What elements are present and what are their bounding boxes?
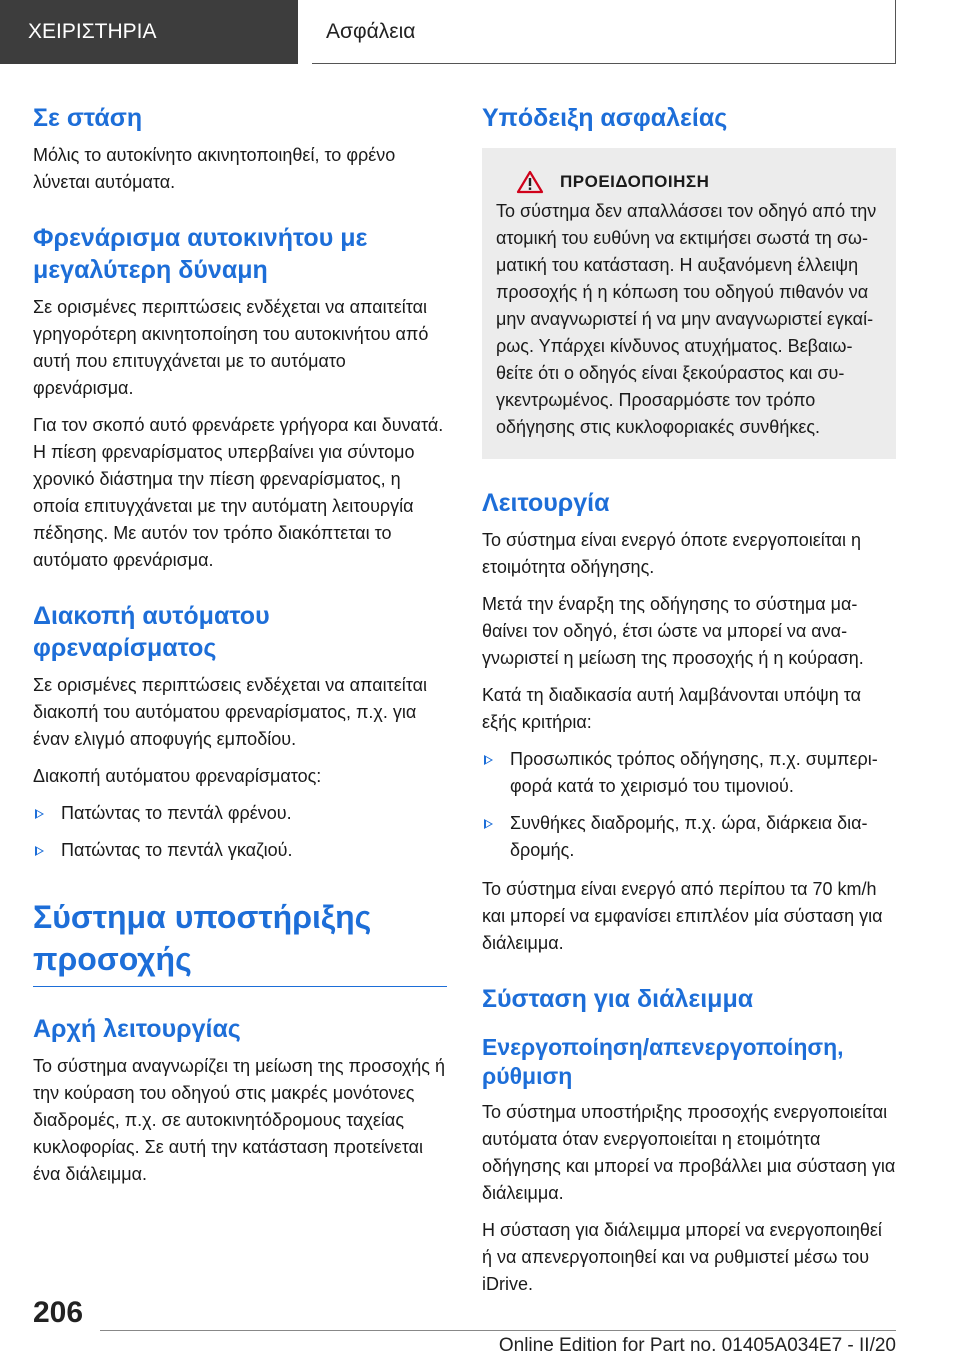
paragraph: Το σύστημα υποστήριξης προσοχής ενεργοποιείται αυτόματα όταν ενεργοποιείται η ετοιμότητα οδήγησης και μπορεί να προβάλλει μια σύσταση για διάλειμμα. [482, 1102, 896, 1203]
list-item: Πατώντας το πεντάλ γκαζιού. [33, 837, 447, 864]
heading-interrupt-braking: Διακοπή αυτόματου φρεναρίσματος [33, 602, 270, 662]
triangle-bullet-icon [484, 819, 493, 829]
paragraph: Σε ορισμένες περιπτώσεις ενδέχεται να απαιτείται διακοπή του αυτόματου φρεναρίσματος, π.χ. για έναν ελιγμό αποφυγής εμποδίου. [33, 675, 428, 749]
paragraph: Για τον σκοπό αυτό φρενάρετε γρήγορα και δυνατά. Η πίεση φρεναρίσματος υπερβαίνει για σύντομο χρονικό διάστημα την πίεση φρεναρίσματος, η οποία επιτυγχάνεται με την αυτόματη λειτουργία πέδησης. Με αυτόν τον τρόπο διακόπτεται το αυτόματο φρενάρισμα. [33, 415, 444, 570]
list-item: Συνθήκες διαδρομής, π.χ. ώρα, διάρκεια διαδρομής. [482, 810, 896, 864]
heading-safety-note: Υπόδειξη ασφαλείας [482, 104, 728, 132]
paragraph: Η σύσταση για διάλειμμα μπορεί να ενεργοποιηθεί ή να απενεργοποιηθεί και να ρυθμιστεί μέσω του iDrive. [482, 1220, 882, 1294]
triangle-bullet-icon [484, 755, 493, 765]
bullet-list [33, 800, 447, 864]
chapter-tab: ΧΕΙΡΙΣΤΗΡΙΑ [0, 0, 298, 64]
paragraph: Το σύστημα αναγνωρίζει τη μείωση της προσοχής ή την κούραση του οδηγού στις μακρές μονότονες διαδρομές, π.χ. σε αυτοκινητόδρομους ταχείας κυκλοφορίας. Σε αυτή την κατάσταση προτείνεται ένα διάλειμμα. [33, 1056, 445, 1184]
warning-title: ΠΡΟΕΙΔΟΠΟΙΗΣΗ [560, 172, 710, 191]
warning-triangle-icon [516, 170, 544, 194]
list-item: Πατώντας το πεντάλ φρένου. [33, 800, 447, 827]
paragraph: Το σύστημα είναι ενεργό όποτε ενεργοποιείται η ετοιμότητα οδήγησης. [482, 530, 862, 577]
section-title: Ασφάλεια [312, 0, 896, 64]
page-number: 206 [33, 1296, 84, 1329]
paragraph: Σε ορισμένες περιπτώσεις ενδέχεται να απαιτείται γρηγορότερη ακινητοποίηση του αυτοκινήτου από αυτή που επιτυγχάνεται με το αυτόματο φρενάρισμα. [33, 297, 429, 398]
paragraph: Διακοπή αυτόματου φρεναρίσματος: [33, 766, 322, 786]
heading-principle: Αρχή λειτουργίας [33, 1015, 241, 1043]
warning-box [482, 148, 896, 459]
left-column [33, 100, 447, 1198]
heading-break-recommendation: Σύσταση για διάλειμμα [482, 985, 754, 1013]
paragraph: Το σύστημα είναι ενεργό από περίπου τα 70 km/h και μπορεί να εμφανίσει επιπλέον μία σύσταση για διάλειμμα. [482, 879, 883, 953]
heading-function: Λειτουργία [482, 489, 610, 517]
bullet-list [482, 746, 896, 864]
paragraph: Κατά τη διαδικασία αυτή λαμβάνονται υπόψη τα εξής κριτήρια: [482, 685, 862, 732]
triangle-bullet-icon [35, 846, 44, 856]
paragraph: Μόλις το αυτοκίνητο ακινητοποιηθεί, το φρένο λύνεται αυτόματα. [33, 145, 396, 192]
heading-stop: Σε στάση [33, 104, 143, 132]
subheading-activation: Ενεργοποίηση/απενεργοποίηση, ρύθμιση [482, 1034, 844, 1089]
chapter-heading-attention-assist: Σύστημα υποστήριξης προσοχής [33, 896, 447, 987]
heading-brake-harder: Φρενάρισμα αυτοκινήτου με μεγαλύτερη δύναμη [33, 224, 368, 284]
warning-text: Το σύστημα δεν απαλλάσσει τον οδηγό από την ατομική του ευθύνη να εκτιμήσει σωστά τη σωματική του κατάσταση. Η αυξανόμενη έλλειψη προσοχής ή η κόπωση του οδηγού πιθανόν να μην αναγνωριστεί ή να μην αναγνωριστεί εγκαίρως. Υπάρχει κίνδυνος ατυχήματος. Βεβαιωθείτε ότι ο οδηγός είναι ξεκούραστος και συγκεντρωμένος. Προσαρμόστε τον τρόπο οδήγησης στις κυκλοφοριακές συνθήκες. [496, 201, 877, 437]
edition-text: Online Edition for Part no. 01405A034E7 - II/20 [498, 1335, 896, 1356]
footer-divider [100, 1330, 896, 1331]
paragraph: Μετά την έναρξη της οδήγησης το σύστημα μαθαίνει τον οδηγό, έτσι ώστε να μπορεί να αναγνωριστεί η μείωση της προσοχής ή η κούραση. [482, 594, 864, 668]
triangle-bullet-icon [35, 809, 44, 819]
list-item: Προσωπικός τρόπος οδήγησης, π.χ. συμπεριφορά κατά το χειρισμό του τιμονιού. [482, 746, 896, 800]
right-column [482, 100, 896, 1308]
